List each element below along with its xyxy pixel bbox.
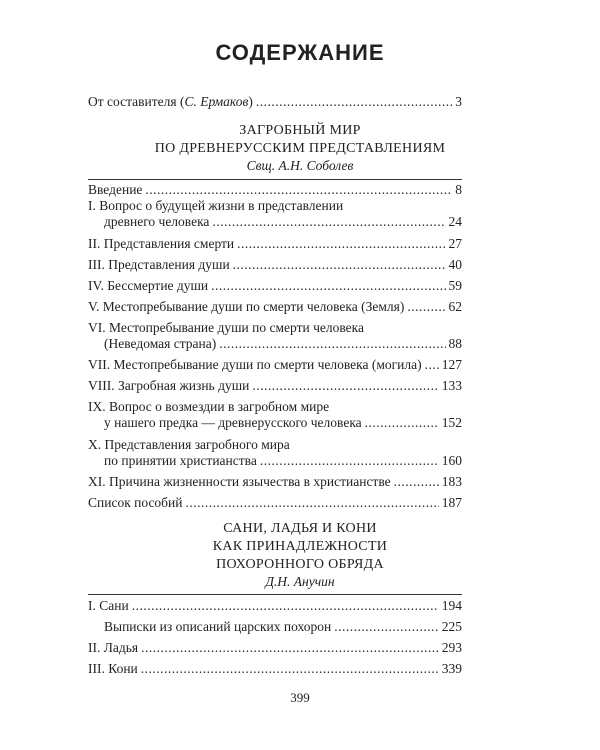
toc-entry-line1: VI. Местопребывание души по смерти человека bbox=[88, 320, 364, 335]
toc-entry: II. Представления смерти ..... 27 bbox=[88, 236, 462, 252]
leader-dots bbox=[252, 378, 438, 394]
leader-dots bbox=[407, 299, 445, 315]
toc-entry: VII. Местопребывание души по смерти человека (могила) ..... 127 bbox=[88, 357, 462, 373]
leader-dots bbox=[425, 357, 439, 373]
section2-heading-line2: КАК ПРИНАДЛЕЖНОСТИ bbox=[212, 539, 388, 554]
leader-dots bbox=[237, 236, 445, 252]
leader-dots bbox=[256, 94, 452, 110]
toc-entry: II. Ладья ..... 293 bbox=[88, 640, 462, 656]
leader-dots bbox=[219, 336, 445, 352]
section2-author: Д.Н. Анучин bbox=[265, 574, 335, 589]
leader-dots bbox=[212, 214, 445, 230]
leader-dots bbox=[211, 278, 445, 294]
section1-heading-line2: ПО ДРЕВНЕРУССКИМ ПРЕДСТАВЛЕНИЯМ bbox=[154, 141, 446, 156]
toc-entry: Список пособий ..... 187 bbox=[88, 495, 462, 511]
leader-dots bbox=[145, 182, 452, 198]
toc-entry: III. Представления души ..... 40 bbox=[88, 257, 462, 273]
section2-heading-line3: ПОХОРОННОГО ОБРЯДА bbox=[216, 557, 384, 572]
toc-entry: I. Сани ..... 194 bbox=[88, 598, 462, 614]
leader-dots bbox=[334, 619, 439, 635]
leader-dots bbox=[186, 495, 439, 511]
toc-entry: у нашего предка — древнерусского человека ..... 152 bbox=[104, 415, 462, 431]
toc-entry-line1: I. Вопрос о будущей жизни в представлении bbox=[88, 198, 344, 213]
toc-entry: Введение ..... 8 bbox=[88, 182, 462, 198]
toc-entry-label: От составителя (С. Ермаков) bbox=[88, 94, 253, 109]
section2-heading-line1: САНИ, ЛАДЬЯ И КОНИ bbox=[223, 521, 377, 536]
toc-entry: V. Местопребывание души по смерти человека (Земля) ..... 62 bbox=[88, 299, 462, 315]
toc-entry: IV. Бессмертие души ..... 59 bbox=[88, 278, 462, 294]
leader-dots bbox=[141, 640, 439, 656]
toc-entry-line1: IX. Вопрос о возмездии в загробном мире bbox=[88, 399, 330, 414]
page-title: СОДЕРЖАНИЕ bbox=[215, 40, 385, 65]
leader-dots bbox=[365, 415, 439, 431]
section1-rule bbox=[88, 179, 462, 180]
toc-entry: Выписки из описаний царских похорон ..... 225 bbox=[104, 619, 462, 635]
toc-page-number: 3 bbox=[455, 94, 462, 109]
page-number: 399 bbox=[290, 690, 310, 705]
leader-dots bbox=[132, 598, 439, 614]
section2-rule bbox=[88, 594, 462, 595]
toc-entry: XI. Причина жизненности язычества в христианстве ..... 183 bbox=[88, 474, 462, 490]
toc-entry: древнего человека ..... 24 bbox=[104, 214, 462, 230]
toc-entry-line1: X. Представления загробного мира bbox=[88, 437, 290, 452]
leader-dots bbox=[394, 474, 439, 490]
toc-entry: VIII. Загробная жизнь души ..... 133 bbox=[88, 378, 462, 394]
toc-entry: III. Кони ..... 339 bbox=[88, 661, 462, 677]
leader-dots bbox=[233, 257, 446, 273]
leader-dots bbox=[141, 661, 439, 677]
toc-entry: по принятии христианства ..... 160 bbox=[104, 453, 462, 469]
toc-entry: (Неведомая страна) ..... 88 bbox=[104, 336, 462, 352]
toc-entry-intro bbox=[88, 94, 462, 110]
leader-dots bbox=[260, 453, 439, 469]
section1-heading-line1: ЗАГРОБНЫЙ МИР bbox=[239, 123, 361, 138]
section1-author: Свщ. А.Н. Соболев bbox=[246, 158, 354, 173]
